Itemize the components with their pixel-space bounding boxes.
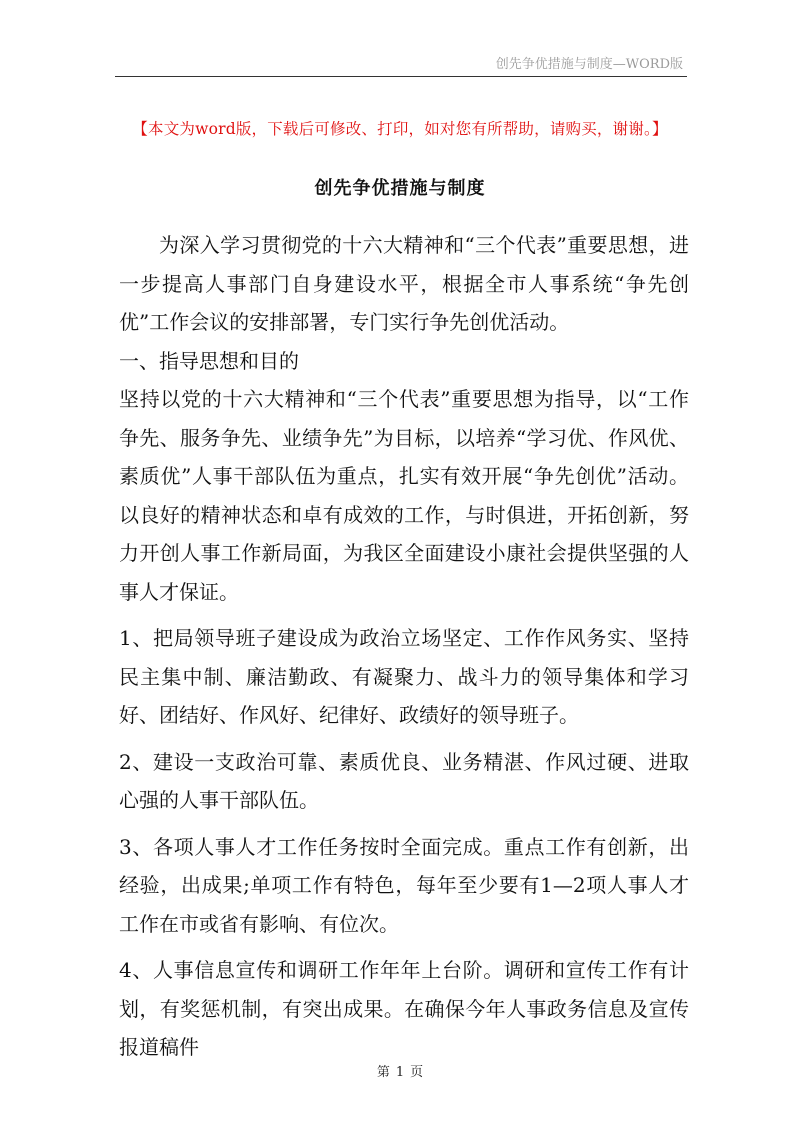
download-notice: 【本文为word版，下载后可修改、打印，如对您有所帮助，请购买，谢谢。】 <box>132 120 668 138</box>
footer-suffix: 页 <box>410 1065 424 1080</box>
document-title: 创先争优措施与制度 <box>314 178 486 199</box>
footer-prefix: 第 <box>376 1065 390 1080</box>
paragraph-item-1: 1、把局领导班子建设成为政治立场坚定、工作作风务实、坚持民主集中制、廉洁勤政、有凝聚力、战斗力的领导集体和学习好、团结好、作风好、纪律好、政绩好的领导班子。 <box>119 626 689 727</box>
paragraph-guiding-principles: 坚持以党的十六大精神和“三个代表”重要思想为指导，以“工作争先、服务争先、业绩争先”为目标，以培养“学习优、作风优、素质优”人事干部队伍为重点，扎实有效开展“争先创优”活动。以良好的精神状态和卓有成效的工作，与时俱进，开拓创新，努力开创人事工作新局面，为我区全面建设小康社会提供坚强的人事人才保证。 <box>119 387 689 604</box>
header-divider <box>115 76 687 77</box>
paragraph-intro: 为深入学习贯彻党的十六大精神和“三个代表”重要思想，进一步提高人事部门自身建设水平，根据全市人事系统“争先创优”工作会议的安排部署，专门实行争先创优活动。 <box>119 233 689 334</box>
paragraph-item-3: 3、各项人事人才工作任务按时全面完成。重点工作有创新，出经验，出成果;单项工作有特色，每年至少要有1—2项人事人才工作在市或省有影响、有位次。 <box>119 834 689 936</box>
section-heading: 一、指导思想和目的 <box>119 348 299 373</box>
document-body <box>119 226 689 1067</box>
page-number: 1 <box>395 1065 405 1080</box>
page-footer <box>0 1061 800 1080</box>
paragraph-item-2: 2、建设一支政治可靠、素质优良、业务精湛、作风过硬、进取心强的人事干部队伍。 <box>119 749 689 812</box>
paragraph-item-4: 4、人事信息宣传和调研工作年年上台阶。调研和宣传工作有计划，有奖惩机制，有突出成果。在确保今年人事政务信息及宣传报道稿件 <box>119 958 689 1059</box>
running-header: 创先争优措施与制度—WORD版 <box>495 57 683 72</box>
